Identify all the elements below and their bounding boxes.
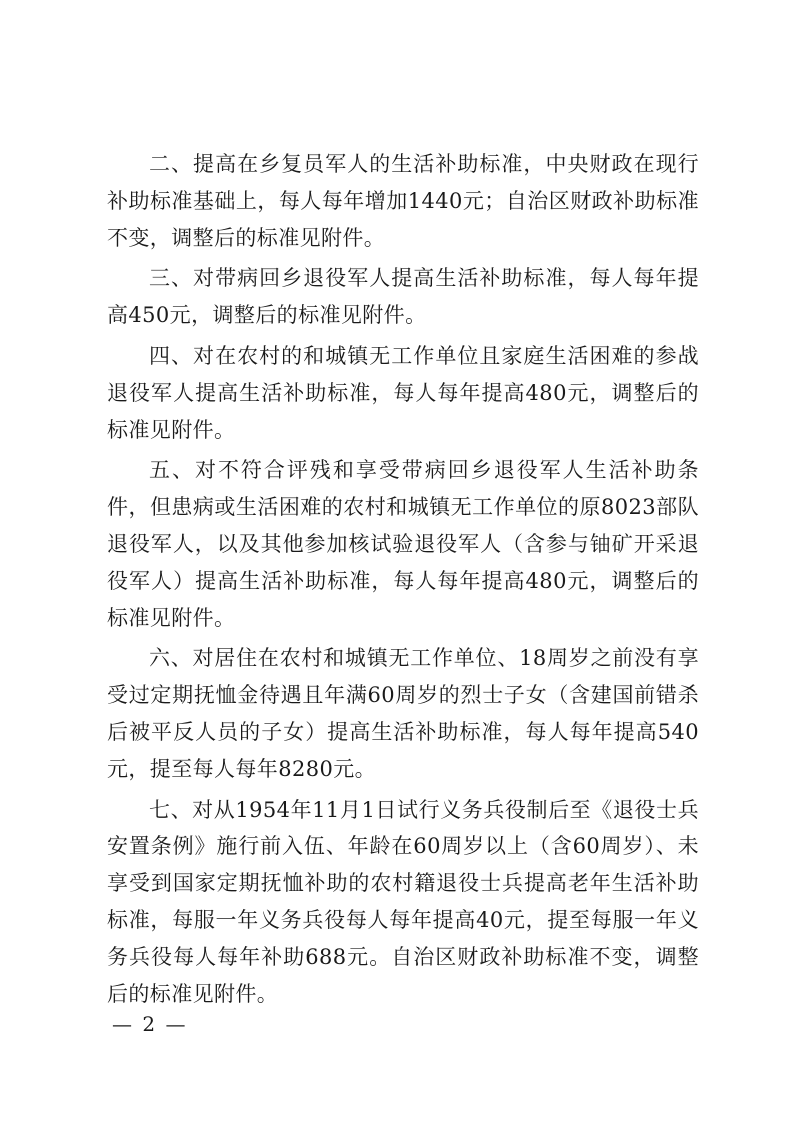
paragraph-item-4: 四、对在农村的和城镇无工作单位且家庭生活困难的参战退役军人提高生活补助标准，每人每年提高480元，调整后的标准见附件。 — [107, 343, 699, 442]
document-body — [107, 146, 699, 1016]
paragraph-item-5: 五、对不符合评残和享受带病回乡退役军人生活补助条件，但患病或生活困难的农村和城镇无工作单位的原8023部队退役军人，以及其他参加核试验退役军人（含参与铀矿开采退役军人）提高生活补助标准，每人每年提高480元，调整后的标准见附件。 — [107, 458, 699, 630]
paragraph-item-7: 七、对从1954年11月1日试行义务兵役制后至《退役士兵安置条例》施行前入伍、年龄在60周岁以上（含60周岁）、未享受到国家定期抚恤补助的农村籍退役士兵提高老年生活补助标准，每服一年义务兵役每人每年提高40元，提至每服一年义务兵役每人每年补助688元。自治区财政补助标准不变，调整后的标准见附件。 — [107, 797, 699, 1006]
page-number: — 2 — — [112, 1012, 188, 1036]
paragraph-item-3: 三、对带病回乡退役军人提高生活补助标准，每人每年提高450元，调整后的标准见附件。 — [107, 266, 699, 328]
paragraph-item-6: 六、对居住在农村和城镇无工作单位、18周岁之前没有享受过定期抚恤金待遇且年满60周岁的烈士子女（含建国前错杀后被平反人员的子女）提高生活补助标准，每人每年提高540元，提至每人每年8280元。 — [107, 646, 699, 781]
paragraph-item-2: 二、提高在乡复员军人的生活补助标准，中央财政在现行补助标准基础上，每人每年增加1440元；自治区财政补助标准不变，调整后的标准见附件。 — [107, 152, 699, 250]
